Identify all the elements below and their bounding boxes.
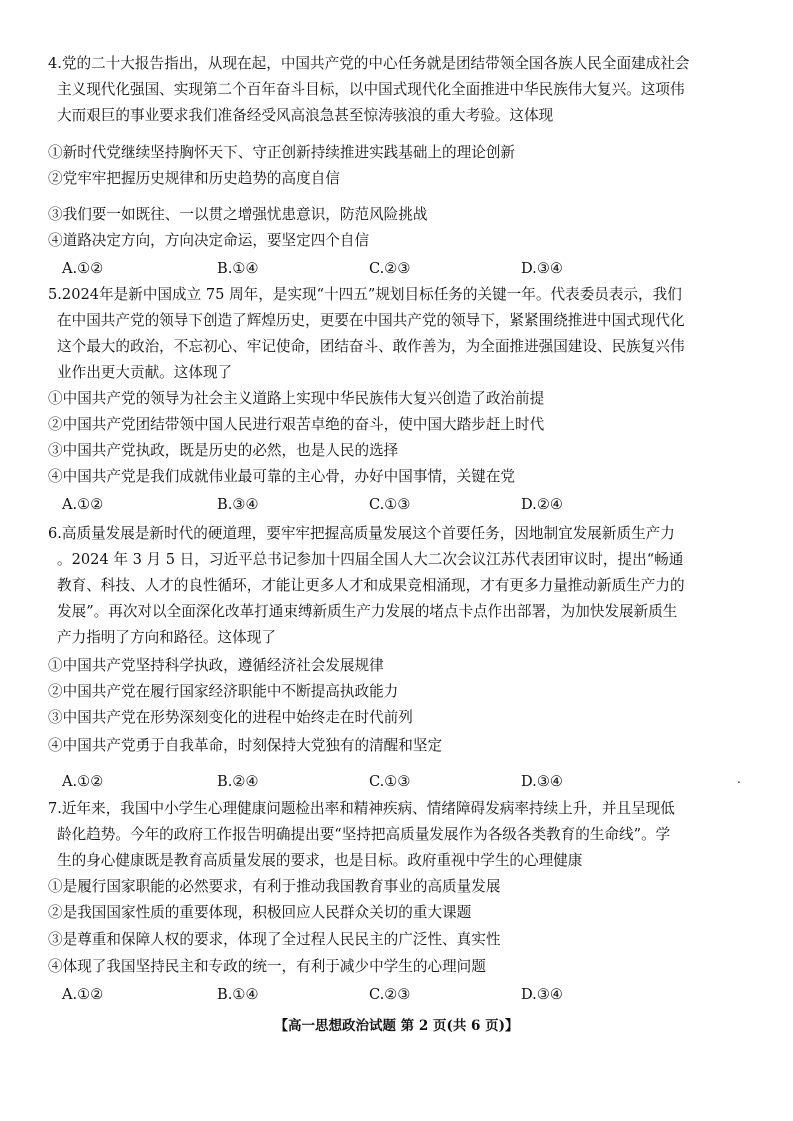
question-6-choice-b: B.②④: [217, 773, 259, 790]
page-footer: 【高一思想政治试题 第 2 页(共 6 页)】: [274, 1018, 519, 1034]
question-6-item-1: ①中国共产党坚持科学执政，遵循经济社会发展规律: [48, 657, 384, 674]
question-6-stem-line-3: 教育、科技、人才的良性循环，才能让更多人才和成果竞相涌现，才有更多力量推动新质生产力的: [57, 577, 685, 594]
question-6-choice-a: A.①②: [62, 773, 104, 790]
question-7-item-2: ②是我国国家性质的重要体现，积极回应人民群众关切的重大课题: [48, 904, 472, 921]
question-4-stem-line-1: 4.党的二十大报告指出，从现在起，中国共产党的中心任务就是团结带领全国各族人民全面建成社会: [48, 55, 690, 72]
question-5-choice-b: B.③④: [217, 496, 259, 513]
question-7-stem-line-1: 7.近年来，我国中小学生心理健康问题检出率和精神疾病、情绪障碍发病率持续上升，并且呈现低: [48, 800, 675, 817]
question-5-choice-c: C.①③: [369, 496, 411, 513]
question-7-item-4: ④体现了我国坚持民主和专政的统一，有利于减少中学生的心理问题: [48, 958, 486, 975]
question-6-choice-d: D.③④: [521, 773, 563, 790]
question-4-choice-a: A.①②: [62, 260, 104, 277]
question-4-item-1: ①新时代党继续坚持胸怀天下、守正创新持续推进实践基础上的理论创新: [48, 144, 516, 161]
question-5-item-3: ③中国共产党执政，既是历史的必然，也是人民的选择: [48, 442, 399, 459]
question-7-stem-line-2: 龄化趋势。今年的政府工作报告明确提出要“坚持把高质量发展作为各级各类教育的生命线”。学: [57, 826, 671, 843]
question-5-choice-a: A.①②: [62, 496, 104, 513]
question-4-choice-c: C.②③: [369, 260, 411, 277]
question-5-stem-line-2: 在中国共产党的领导下创造了辉煌历史，更要在中国共产党的领导下，紧紧围绕推进中国式现代化: [57, 312, 685, 329]
question-5-stem-line-1: 5.2024年是新中国成立 75 周年，是实现“十四五”规划目标任务的关键一年。代表委员表示，我们: [48, 286, 682, 303]
question-5-choice-d: D.②④: [521, 496, 563, 513]
question-5-stem-line-3: 这个最大的政治，不忘初心、牢记使命，团结奋斗、敢作善为，为全面推进强国建设、民族复兴伟: [57, 338, 685, 355]
question-7-stem-line-3: 生的身心健康既是教育高质量发展的要求，也是目标。政府重视中学生的心理健康: [57, 852, 583, 869]
question-6-item-3: ③中国共产党在形势深刻变化的进程中始终走在时代前列: [48, 709, 413, 726]
question-7-choice-d: D.③④: [521, 986, 563, 1003]
question-7-choice-c: C.②③: [369, 986, 411, 1003]
question-5-stem-line-4: 业作出更大贡献。这体现了: [57, 364, 233, 381]
question-4-item-2: ②党牢牢把握历史规律和历史趋势的高度自信: [48, 170, 340, 187]
question-6-stem-line-4: 发展”。再次对以全面深化改革打通束缚新质生产力发展的堵点卡点作出部署，为加快发展新质生: [57, 603, 678, 620]
question-4-choice-b: B.①④: [217, 260, 259, 277]
question-4-item-4: ④道路决定方向，方向决定命运，要坚定四个自信: [48, 232, 370, 249]
question-7-item-3: ③是尊重和保障人权的要求，体现了全过程人民民主的广泛性、真实性: [48, 931, 501, 948]
question-7-choice-b: B.①④: [217, 986, 259, 1003]
question-4-choice-d: D.③④: [521, 260, 563, 277]
question-7-item-1: ①是履行国家职能的必然要求，有利于推动我国教育事业的高质量发展: [48, 878, 501, 895]
question-4-item-3: ③我们要一如既往、一以贯之增强忧患意识，防范风险挑战: [48, 206, 428, 223]
question-6-stem-line-1: 6.高质量发展是新时代的硬道理，要牢牢把握高质量发展这个首要任务，因地制宜发展新质生产力: [48, 525, 675, 542]
question-6-choice-c: C.①③: [369, 773, 411, 790]
question-6-item-4: ④中国共产党勇于自我革命，时刻保持大党独有的清醒和坚定: [48, 737, 443, 754]
question-5-item-2: ②中国共产党团结带领中国人民进行艰苦卓绝的奋斗，使中国大踏步赶上时代: [48, 416, 545, 433]
question-6-item-2: ②中国共产党在履行国家经济职能中不断提高执政能力: [48, 683, 399, 700]
question-4-stem-line-3: 大而艰巨的事业要求我们准备经受风高浪急甚至惊涛骇浪的重大考验。这体现: [57, 107, 554, 124]
question-4-stem-line-2: 主义现代化强国、实现第二个百年奋斗目标，以中国式现代化全面推进中华民族伟大复兴。这项伟: [57, 81, 685, 98]
question-6-stem-line-2: 。2024 年 3 月 5 日，习近平总书记参加十四届全国人大二次会议江苏代表团审议时，提出“畅通: [57, 551, 684, 568]
stray-mark: .: [737, 772, 741, 786]
question-5-item-1: ①中国共产党的领导为社会主义道路上实现中华民族伟大复兴创造了政治前提: [48, 390, 545, 407]
question-5-item-4: ④中国共产党是我们成就伟业最可靠的主心骨，办好中国事情，关键在党: [48, 468, 516, 485]
question-6-stem-line-5: 产力指明了方向和路径。这体现了: [57, 629, 276, 646]
question-7-choice-a: A.①②: [62, 986, 104, 1003]
